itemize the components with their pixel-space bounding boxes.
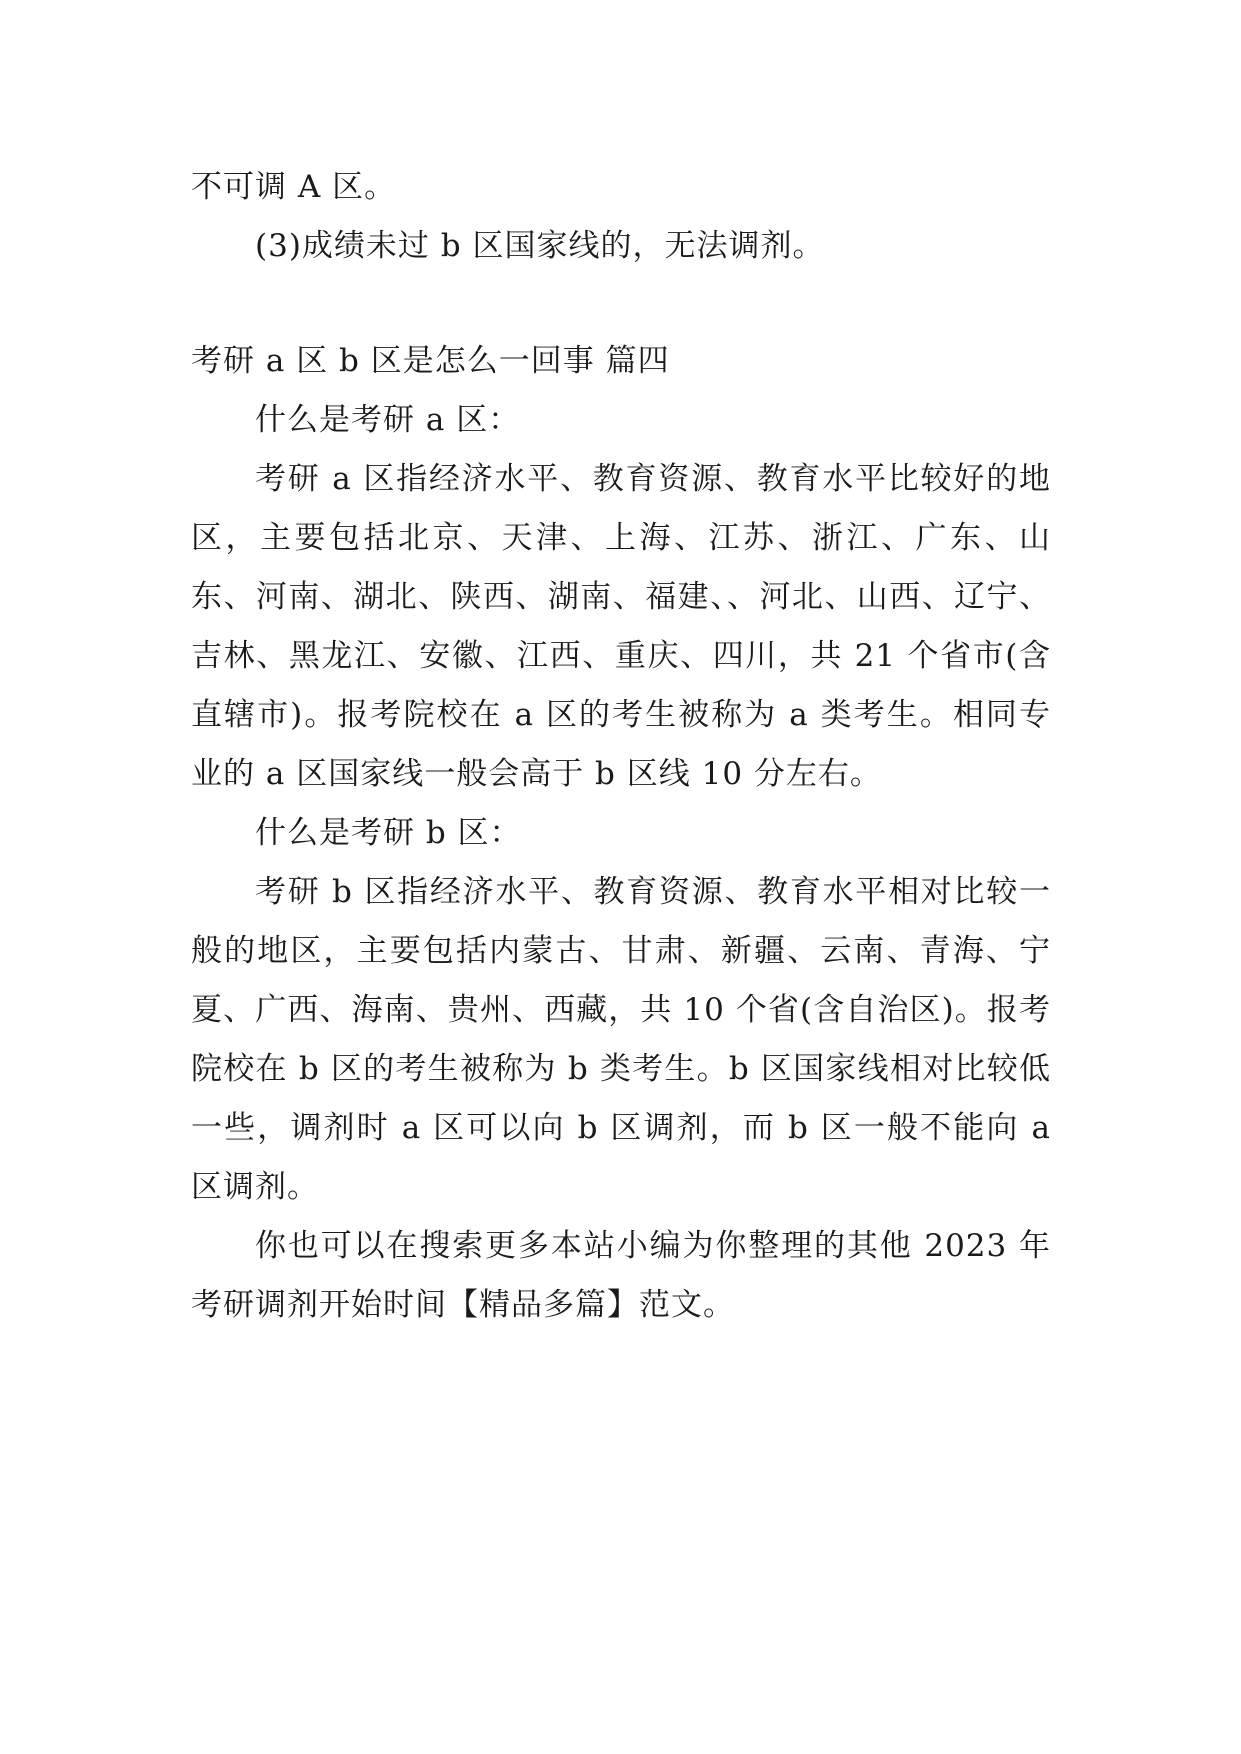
paragraph-b-zone: 考研 b 区指经济水平、教育资源、教育水平相对比较一般的地区，主要包括内蒙古、甘肃、新疆、云南、青海、宁夏、广西、海南、贵州、西藏，共 10 个省(含自治区)。报考院校在 b 区的考生被称为 b 类考生。b 区国家线相对比较低一些，调剂时 a 区可以向 b 区调剂，而 b 区一般不能向 a 区调剂。 xyxy=(191,874,1051,1205)
rule-item-3: (3)成绩未过 b 区国家线的，无法调剂。 xyxy=(255,228,825,264)
continued-text-block xyxy=(191,158,1051,276)
section-heading: 考研 a 区 b 区是怎么一回事 篇四 xyxy=(191,343,670,379)
closing-paragraph: 你也可以在搜索更多本站小编为你整理的其他 2023 年考研调剂开始时间【精品多篇】范文。 xyxy=(191,1228,1051,1323)
subheading-b-zone: 什么是考研 b 区： xyxy=(255,815,522,851)
paragraph-a-zone: 考研 a 区指经济水平、教育资源、教育水平比较好的地区，主要包括北京、天津、上海、江苏、浙江、广东、山东、河南、湖北、陕西、湖南、福建、、河北、山西、辽宁、吉林、黑龙江、安徽、江西、重庆、四川，共 21 个省市(含直辖市)。报考院校在 a 区的考生被称为 a 类考生。相同专业的 a 区国家线一般会高于 b 区线 10 分左右。 xyxy=(191,461,1051,792)
subheading-a-zone: 什么是考研 a 区： xyxy=(255,402,521,438)
section-block xyxy=(191,332,1051,1335)
continued-line: 不可调 A 区。 xyxy=(191,169,397,205)
